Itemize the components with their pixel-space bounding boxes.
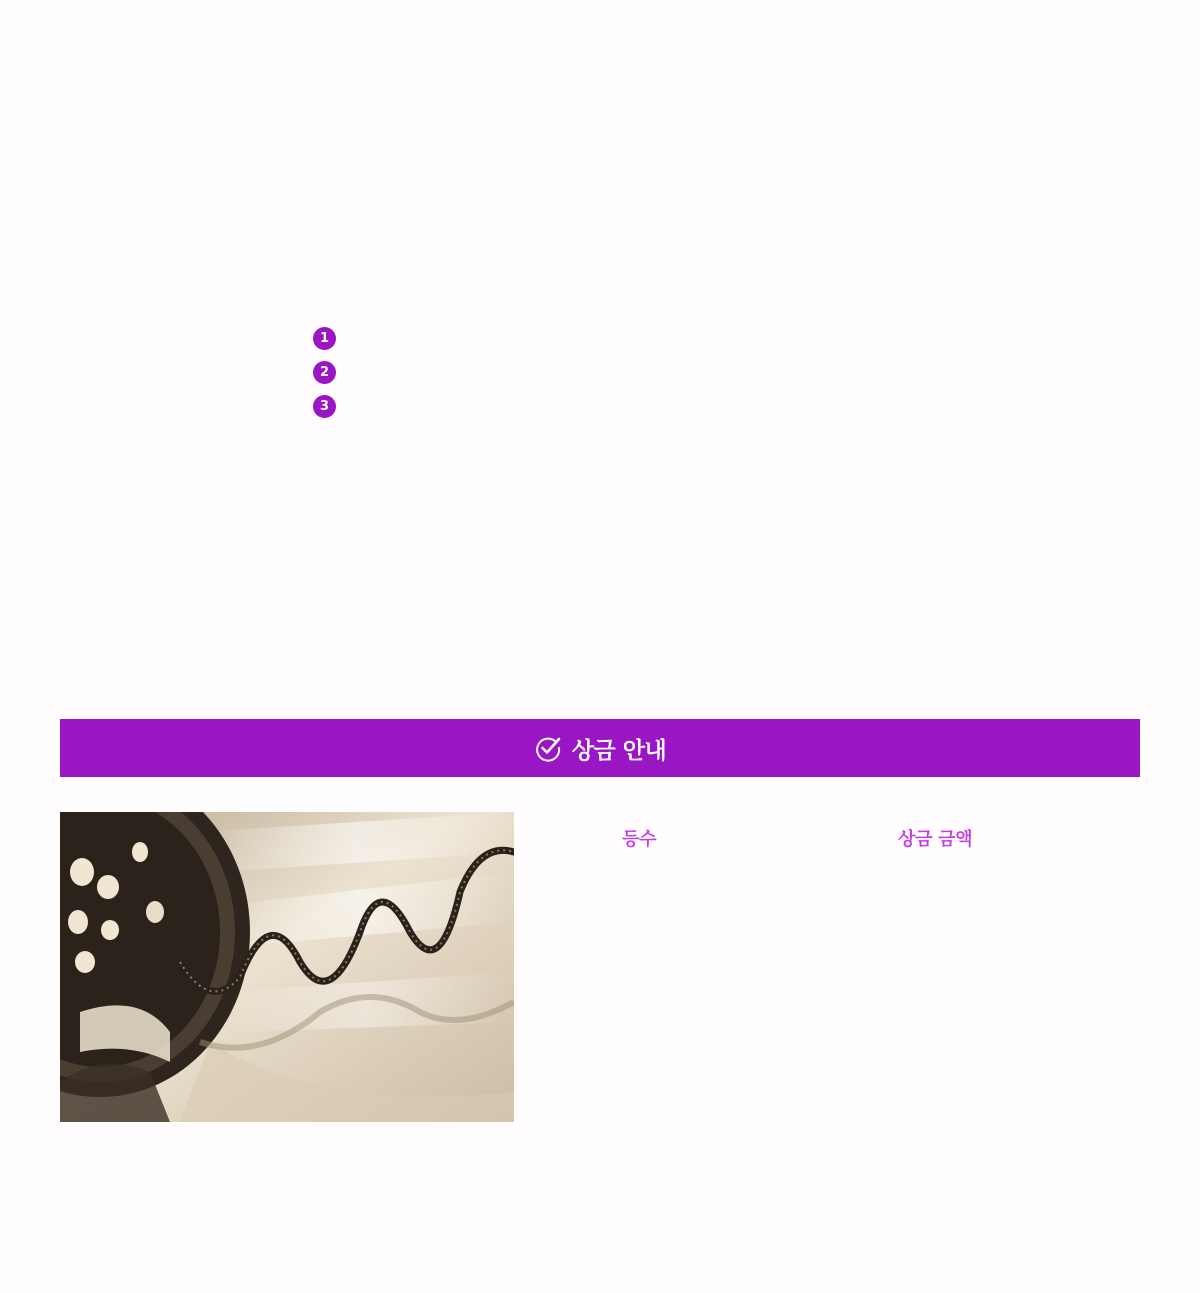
step-badge-2: 2	[313, 361, 336, 384]
step-badge-3: 3	[313, 395, 336, 418]
prize-info-title: 상금 안내	[571, 737, 667, 764]
prize-info-banner	[60, 719, 1140, 777]
rank-column-header: 등수	[622, 829, 657, 850]
amount-column-header: 상금 금액	[898, 829, 973, 850]
step-badge-1: 1	[313, 327, 336, 350]
film-reel-image	[60, 812, 514, 1122]
check-circle-icon	[534, 734, 562, 762]
step-list	[313, 327, 336, 429]
